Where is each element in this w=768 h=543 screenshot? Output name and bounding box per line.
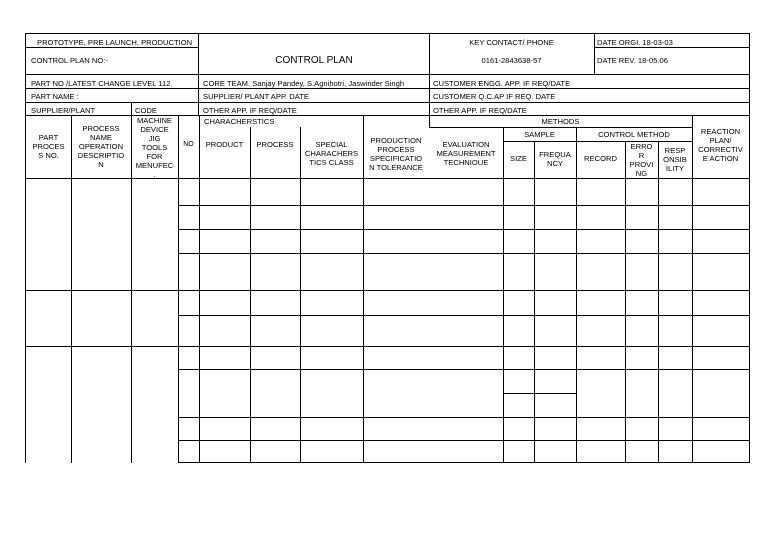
- table-rule: [178, 253, 750, 254]
- prototype-line: PROTOTYPE, PRE LAUNCH, PRODUCTION: [37, 38, 193, 47]
- col-product: PRODUCT: [205, 140, 244, 149]
- table-rule: [503, 127, 504, 463]
- table-rule: [25, 33, 750, 34]
- table-rule: [534, 141, 535, 463]
- sample-label: SAMPLE: [524, 130, 555, 139]
- table-rule: [178, 369, 750, 370]
- table-rule: [25, 33, 26, 463]
- code-label: CODE: [135, 106, 157, 115]
- col-part-process-no: PART PROCES S NO.: [32, 133, 65, 160]
- col-process-name: PROCESS NAME OPERATION DESCRIPTIO N: [77, 124, 125, 169]
- col-evaluation: EVALUATION MEASUREMENT TECHNIOUE: [436, 140, 496, 167]
- table-rule: [503, 393, 577, 394]
- methods-label: METHODS: [541, 117, 580, 126]
- table-rule: [300, 127, 301, 463]
- key-contact-label: KEY CONTACT/ PHONE: [469, 38, 554, 47]
- phone-number: 0161-2843638-57: [481, 56, 542, 65]
- table-rule: [178, 115, 179, 463]
- table-rule: [25, 88, 750, 89]
- table-rule: [503, 141, 693, 142]
- col-responsibility: RESP ONSIB ILITY: [663, 146, 687, 173]
- col-special-characteristics: SPECIAL CHARACHERS TICS CLASS: [304, 140, 359, 167]
- other-app-label: OTHER APP. IF REQ/DATE: [203, 106, 297, 115]
- date-original: DATE ORGI. 18-03-03: [597, 38, 673, 47]
- table-rule: [25, 290, 750, 291]
- table-rule: [429, 127, 693, 128]
- col-frequency: FREQUA NCY: [539, 150, 571, 168]
- col-production-spec: PRODUCTION PROCESS SPECIFICATIO N TOLERANCE: [369, 136, 423, 172]
- supplier-plant-app-label: SUPPLIER/ PLANT APP. DATE: [203, 92, 309, 101]
- characteristics-label: CHARACHERSTICS: [204, 117, 275, 126]
- table-rule: [25, 74, 750, 75]
- table-rule: [429, 33, 430, 128]
- table-rule: [25, 102, 750, 103]
- table-rule: [25, 346, 750, 347]
- part-name-label: PART NAME :: [31, 92, 79, 101]
- col-process: PROCESS: [256, 140, 294, 149]
- col-size: SIZE: [510, 154, 527, 163]
- table-rule: [178, 440, 750, 441]
- table-rule: [576, 127, 577, 463]
- table-rule: [658, 141, 659, 463]
- supplier-plant-label: SUPPLIER/PLANT: [31, 106, 96, 115]
- customer-qcap-label: CUSTOMER Q.C.AP IF REQ. DATE: [433, 92, 556, 101]
- table-rule: [178, 205, 750, 206]
- page-title: CONTROL PLAN: [275, 55, 353, 66]
- core-team-label: CORE TEAM. Sanjay Pandey, S.Agnihotri, Jaswinder Singh: [203, 79, 405, 88]
- col-error-proving: ERRO R PROVI NG: [629, 142, 654, 178]
- table-rule: [250, 127, 251, 463]
- table-rule: [178, 315, 750, 316]
- customer-engg-label: CUSTOMER ENGG. APP. IF REQ/DATE: [433, 79, 571, 88]
- table-rule: [594, 33, 595, 75]
- table-rule: [25, 47, 199, 48]
- table-rule: [625, 141, 626, 463]
- col-machine-device: MACHINE DEVICE JIG TOOLS FOR MENUFEC .: [135, 116, 174, 179]
- table-rule: [178, 462, 750, 463]
- table-rule: [692, 115, 693, 463]
- table-rule: [178, 417, 750, 418]
- table-rule: [178, 229, 750, 230]
- table-rule: [198, 33, 199, 116]
- table-rule: [199, 115, 200, 463]
- col-no: NO: [183, 141, 194, 148]
- date-revision: DATE REV. 18-05.06: [597, 56, 668, 65]
- col-record: RECORD: [584, 154, 617, 163]
- other-app-label-2: OTHER APP. IF REQ/DATE: [433, 106, 527, 115]
- part-no-label: PART NO /LATEST CHANGE LEVEL 112: [31, 79, 171, 88]
- table-rule: [594, 47, 750, 48]
- col-reaction-plan: REACTION PLAN/ CORRECTIV E ACTION: [698, 127, 743, 163]
- control-plan-no-label: CONTROL PLAN NO:-: [31, 56, 108, 65]
- table-rule: [749, 33, 750, 463]
- control-method-label: CONTROL METHOD: [598, 130, 670, 139]
